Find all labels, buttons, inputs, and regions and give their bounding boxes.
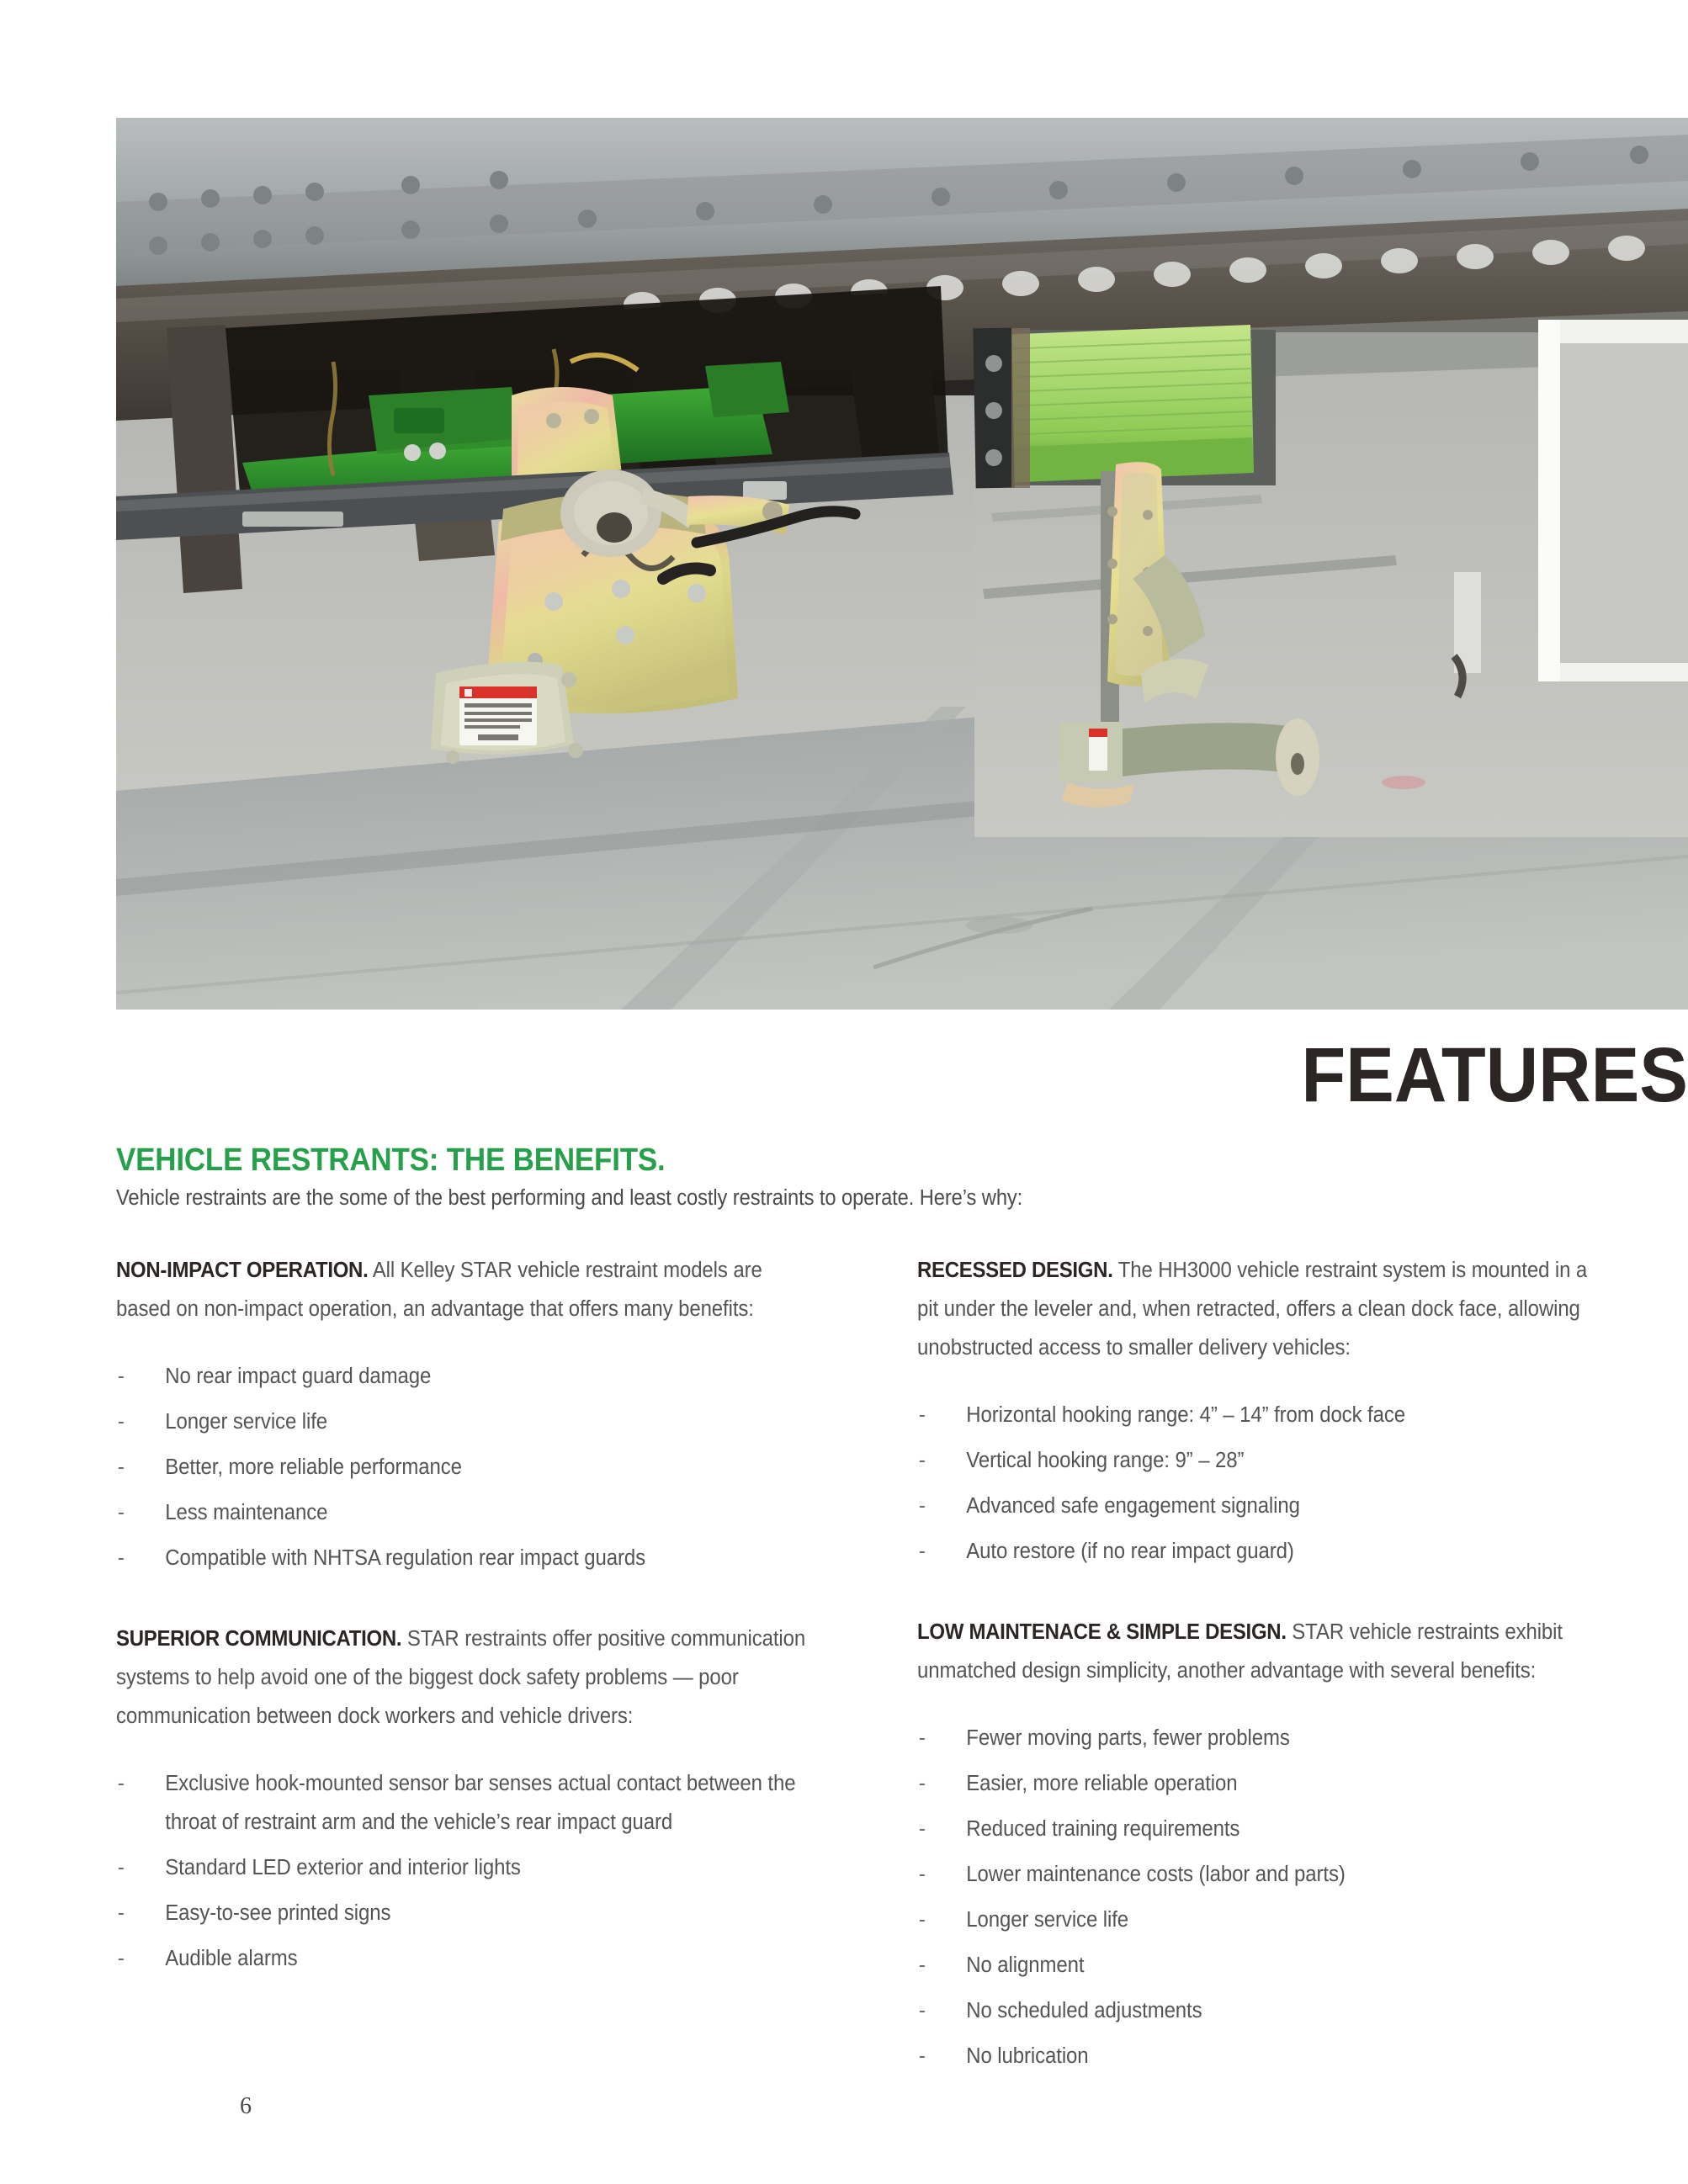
list-item-label: No lubrication — [966, 2044, 1089, 2068]
page-title: FEATURES — [1301, 1032, 1688, 1118]
dash-bullet-icon: - — [918, 1999, 926, 2022]
dash-bullet-icon: - — [117, 1546, 125, 1570]
list-item — [917, 1719, 1613, 1757]
dash-bullet-icon: - — [918, 2044, 926, 2068]
paragraph-lead: LOW MAINTENACE & SIMPLE DESIGN. — [917, 1620, 1287, 1644]
dash-bullet-icon: - — [117, 1856, 125, 1879]
feature-photograph — [116, 118, 1688, 1010]
list-item-label: Advanced safe engagement signaling — [966, 1494, 1300, 1518]
block-superior-communication — [116, 1619, 815, 1978]
list-item-label: Less maintenance — [165, 1501, 328, 1524]
dock-restraint-photo — [116, 118, 1688, 1010]
dash-bullet-icon: - — [918, 1726, 926, 1750]
paragraph — [116, 1251, 812, 1328]
list-item — [917, 1532, 1613, 1571]
right-column — [917, 1251, 1616, 2082]
list-item-label: Exclusive hook-mounted sensor bar senses actual contact between the throat of restraint arm and the vehicle’s rear impact guard — [165, 1772, 796, 1834]
paragraph-lead: SUPERIOR COMMUNICATION. — [116, 1627, 402, 1651]
list-item — [917, 1855, 1613, 1894]
list-item-label: Compatible with NHTSA regulation rear impact guards — [165, 1546, 646, 1570]
list-item — [917, 1810, 1613, 1848]
dash-bullet-icon: - — [918, 1449, 926, 1472]
spacer — [917, 1577, 1616, 1613]
paragraph-body: The HH3000 vehicle restraint system is mounted in a pit under the leveler and, when retracted, offers a clean dock face, allowing unobstructed access to smaller delivery vehicles: — [917, 1259, 1588, 1360]
paragraph — [917, 1251, 1613, 1367]
list-item — [116, 1539, 812, 1577]
list-item-label: Easy-to-see printed signs — [165, 1901, 391, 1925]
list-item-label: No alignment — [966, 1953, 1085, 1977]
dash-bullet-icon: - — [918, 1908, 926, 1932]
dash-bullet-icon: - — [918, 1817, 926, 1841]
list-item-label: Standard LED exterior and interior lights — [165, 1856, 521, 1879]
dash-bullet-icon: - — [117, 1501, 125, 1524]
list-item — [116, 1493, 812, 1532]
dash-bullet-icon: - — [117, 1901, 125, 1925]
list-item-label: Horizontal hooking range: 4” – 14” from dock face — [966, 1403, 1405, 1427]
paragraph-body: All Kelley STAR vehicle restraint models are based on non-impact operation, an advantage that offers many benefits: — [116, 1259, 762, 1321]
list-item-label: Easier, more reliable operation — [966, 1772, 1238, 1795]
section-heading: VEHICLE RESTRANTS: THE BENEFITS. — [116, 1142, 666, 1178]
bullet-list — [116, 1357, 812, 1577]
bullet-list — [917, 1396, 1613, 1571]
dash-bullet-icon: - — [918, 1953, 926, 1977]
list-item-label: Lower maintenance costs (labor and parts) — [966, 1863, 1346, 1886]
block-non-impact-operation — [116, 1251, 815, 1577]
list-item — [116, 1764, 812, 1842]
dash-bullet-icon: - — [918, 1403, 926, 1427]
list-item — [917, 1946, 1613, 1985]
list-item — [917, 1900, 1613, 1939]
paragraph-lead: NON-IMPACT OPERATION. — [116, 1259, 369, 1282]
list-item — [917, 1991, 1613, 2030]
list-item — [116, 1357, 812, 1396]
list-item-label: No rear impact guard damage — [165, 1365, 432, 1388]
list-item — [116, 1848, 812, 1887]
bullet-list — [116, 1764, 812, 1978]
list-item — [917, 1441, 1613, 1480]
block-recessed-design — [917, 1251, 1616, 1571]
list-item — [917, 1764, 1613, 1803]
dash-bullet-icon: - — [117, 1365, 125, 1388]
list-item-label: Better, more reliable performance — [165, 1455, 462, 1479]
paragraph-body: STAR restraints offer positive communication systems to help avoid one of the biggest dock safety problems — poor communication between dock workers and vehicle drivers: — [116, 1627, 806, 1728]
dash-bullet-icon: - — [918, 1772, 926, 1795]
block-low-maintenance-simple-design — [917, 1613, 1616, 2075]
list-item — [917, 2037, 1613, 2075]
dash-bullet-icon: - — [117, 1410, 125, 1434]
list-item-label: Reduced training requirements — [966, 1817, 1240, 1841]
dash-bullet-icon: - — [918, 1494, 926, 1518]
list-item-label: No scheduled adjustments — [966, 1999, 1202, 2022]
page-number: 6 — [240, 2093, 252, 2119]
dash-bullet-icon: - — [918, 1540, 926, 1563]
list-item — [116, 1939, 812, 1978]
list-item-label: Fewer moving parts, fewer problems — [966, 1726, 1290, 1750]
list-item-label: Longer service life — [966, 1908, 1129, 1932]
left-column — [116, 1251, 815, 1985]
list-item-label: Auto restore (if no rear impact guard) — [966, 1540, 1294, 1563]
dash-bullet-icon: - — [117, 1947, 125, 1970]
list-item-label: Longer service life — [165, 1410, 328, 1434]
spacer — [116, 1584, 815, 1619]
bullet-list — [917, 1719, 1613, 2075]
list-item-label: Audible alarms — [165, 1947, 298, 1970]
paragraph-lead: RECESSED DESIGN. — [917, 1259, 1113, 1282]
paragraph-body: STAR vehicle restraints exhibit unmatched design simplicity, another advantage with several benefits: — [917, 1620, 1563, 1683]
list-item — [116, 1894, 812, 1932]
dash-bullet-icon: - — [117, 1772, 125, 1795]
list-item — [116, 1448, 812, 1487]
list-item — [116, 1402, 812, 1441]
dash-bullet-icon: - — [117, 1455, 125, 1479]
section-intro-text: Vehicle restraints are the some of the best performing and least costly restraints to operate. Here’s why: — [116, 1186, 1023, 1210]
list-item-label: Vertical hooking range: 9” – 28” — [966, 1449, 1245, 1472]
list-item — [917, 1487, 1613, 1525]
paragraph — [917, 1613, 1613, 1690]
dash-bullet-icon: - — [918, 1863, 926, 1886]
paragraph — [116, 1619, 812, 1736]
list-item — [917, 1396, 1613, 1434]
